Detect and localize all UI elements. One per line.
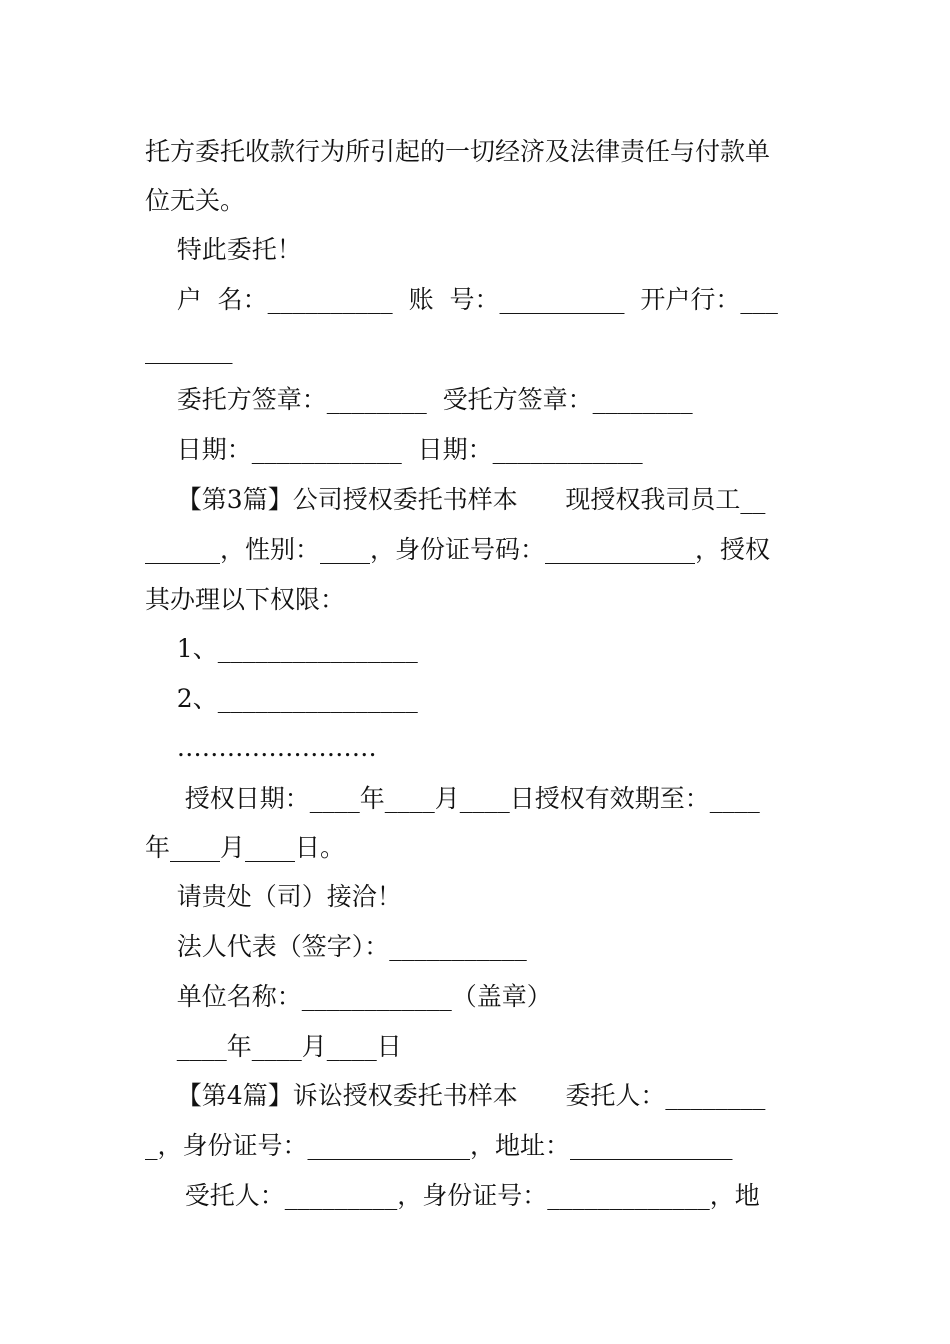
text-line: 其办理以下权限：: [145, 585, 346, 614]
text-line: 位无关。: [145, 186, 246, 215]
text-line: 户 名：__________ 账 号：__________ 开户行：___: [145, 285, 778, 314]
date-line: ____年____月____日: [145, 1032, 402, 1061]
text-line: 受托人：_________，身份证号：_____________，地: [145, 1181, 760, 1210]
section-heading: 【第3篇】公司授权委托书样本 现授权我司员工__: [145, 485, 766, 514]
text-line: 单位名称：____________（盖章）: [145, 982, 552, 1011]
list-item: 2、________________: [145, 684, 418, 713]
text-line: 法人代表（签字）：___________: [145, 932, 527, 961]
text-line: 委托方签章：________ 受托方签章：________: [145, 385, 693, 414]
text-line: 日期：____________ 日期：____________: [145, 435, 643, 464]
text-line: _______: [145, 335, 233, 364]
ellipsis-line: ……………………: [145, 733, 377, 762]
text-line: 特此委托！: [145, 235, 302, 264]
text-line: ______，性别：____，身份证号码：____________，授权: [145, 535, 771, 564]
text-line: 请贵处（司）接洽！: [145, 882, 402, 911]
text-line: 托方委托收款行为所引起的一切经济及法律责任与付款单: [145, 137, 771, 166]
text-line: 授权日期：____年____月____日授权有效期至：____: [145, 784, 760, 813]
text-line: _，身份证号：_____________，地址：_____________: [145, 1131, 733, 1160]
list-item: 1、________________: [145, 634, 418, 663]
text-line: 年____月____日。: [145, 833, 346, 862]
section-heading: 【第4篇】诉讼授权委托书样本 委托人：________: [145, 1081, 766, 1110]
